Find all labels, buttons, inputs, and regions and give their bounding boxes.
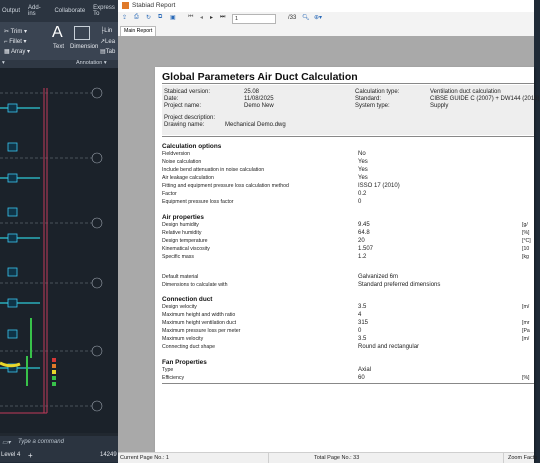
window-title: Stabiad Report xyxy=(132,2,176,9)
param-unit: [%] xyxy=(522,230,530,236)
current-page-status: Current Page No.: 1 xyxy=(120,455,169,461)
layout-tab-level4[interactable]: Level 4 xyxy=(1,452,21,458)
print-icon[interactable]: ⎙ xyxy=(134,14,139,20)
status-divider xyxy=(503,453,504,463)
page-number-input[interactable]: 1 xyxy=(232,14,276,24)
command-line[interactable] xyxy=(0,436,118,450)
param-value: 4 xyxy=(358,312,362,318)
param-value: 20 xyxy=(358,238,365,244)
report-viewer-window xyxy=(118,0,540,462)
text-button[interactable]: Text xyxy=(53,44,65,50)
param-unit: [10 xyxy=(522,246,530,252)
param-label: Design velocity xyxy=(162,304,197,310)
param-value: 0.2 xyxy=(358,191,367,197)
param-label: Maximum velocity xyxy=(162,336,204,342)
param-value: Galvanized 6m xyxy=(358,274,399,280)
linear-icon: ├ xyxy=(100,28,105,34)
param-label: Design humidity xyxy=(162,222,199,228)
prev-page-icon[interactable]: ◂ xyxy=(200,15,204,21)
ribbon-tab-output[interactable]: Output xyxy=(2,8,21,14)
report-toolbar xyxy=(118,12,534,26)
param-label: Include bend attenuation in noise calculation xyxy=(162,167,265,173)
header-label: Standard: xyxy=(355,96,382,102)
param-unit: [%] xyxy=(522,375,530,381)
cad-application xyxy=(0,0,118,462)
text-icon: A xyxy=(52,24,63,41)
param-label: Connecting duct shape xyxy=(162,344,216,350)
export-icon[interactable]: ⇪ xyxy=(122,15,128,21)
fillet-icon: ⌐ xyxy=(4,39,8,45)
header-label: Date: xyxy=(164,96,179,102)
header-value: CIBSE GUIDE C (2007) + DW144 (2016) xyxy=(430,96,540,102)
param-value: 64.8 xyxy=(358,230,370,236)
param-label: Relative humidity xyxy=(162,230,202,236)
ribbon-tab-express[interactable]: Express To xyxy=(93,5,115,17)
param-label: Design temperature xyxy=(162,238,208,244)
header-value: 11/08/2025 xyxy=(244,96,274,102)
section-title: Fan Properties xyxy=(162,359,207,366)
header-label: Stabicad version: xyxy=(164,89,211,95)
annotation-panel-label[interactable]: Annotation ▾ xyxy=(76,60,107,66)
leader-button[interactable]: ↗Lea xyxy=(100,39,116,45)
param-value: 0 xyxy=(358,199,362,205)
param-unit: [m/ xyxy=(522,336,530,342)
viewer-status-bar xyxy=(118,452,538,463)
drawing-name-label: Drawing name: xyxy=(164,122,205,128)
total-page-status: Total Page No.: 33 xyxy=(314,455,360,461)
param-label: Maximum pressure loss per meter xyxy=(162,328,241,334)
copy-icon[interactable]: ⧉ xyxy=(158,14,163,20)
header-label: System type: xyxy=(355,103,390,109)
param-value: Standard preferred dimensions xyxy=(358,282,441,288)
table-button[interactable]: ▤Tab xyxy=(100,49,116,55)
param-label: Dimensions to calculate with xyxy=(162,282,228,288)
coordinate-readout: 14249 xyxy=(100,452,117,458)
header-value: 25.08 xyxy=(244,89,260,95)
param-label: Equipment pressure loss factor xyxy=(162,199,234,205)
drawing-name-value: Mechanical Demo.dwg xyxy=(225,122,286,128)
param-label: Fitting and equipment pressure loss calculation method xyxy=(162,183,289,189)
ribbon-tab-addins[interactable]: Add-ins xyxy=(28,5,41,17)
param-value: 3.5 xyxy=(358,304,367,310)
param-label: Efficiency xyxy=(162,375,185,381)
array-button[interactable]: ▦ Array ▾ xyxy=(4,49,31,55)
cad-status-bar xyxy=(0,450,118,462)
report-title: Global Parameters Air Duct Calculation xyxy=(162,71,358,83)
param-unit: [Pa xyxy=(522,328,530,334)
table-icon: ▤ xyxy=(100,49,106,55)
param-unit: [g/ xyxy=(522,222,528,228)
param-value: No xyxy=(358,151,366,157)
status-divider xyxy=(268,453,269,463)
section-title: Air properties xyxy=(162,214,204,221)
ribbon-tab-collaborate[interactable]: Collaborate xyxy=(54,8,86,14)
param-label: Maximum height ventilation duct xyxy=(162,320,237,326)
app-icon xyxy=(122,2,129,9)
command-input[interactable]: Type a command xyxy=(18,439,64,445)
header-value: Supply xyxy=(430,103,449,109)
cad-drawing-canvas[interactable] xyxy=(0,68,118,433)
tab-main-report[interactable]: Main Report xyxy=(120,26,156,36)
param-value: Round and rectangular xyxy=(358,344,420,350)
cad-panel-labels xyxy=(0,60,118,68)
param-value: Yes xyxy=(358,175,368,181)
header-label: Project name: xyxy=(164,103,202,109)
param-unit: [m/ xyxy=(522,304,530,310)
param-unit: [mr xyxy=(522,320,530,326)
tab-strip xyxy=(118,26,534,36)
section-title: Calculation options xyxy=(162,143,222,150)
command-icon: ▭▾ xyxy=(2,440,11,446)
param-value: Yes xyxy=(358,167,368,173)
next-page-icon[interactable]: ▸ xyxy=(210,15,214,21)
header-value: Ventilation duct calculation xyxy=(430,89,501,95)
param-value: 60 xyxy=(358,375,365,381)
add-layout-icon[interactable]: + xyxy=(28,451,33,460)
param-label: Air leakage calculation xyxy=(162,175,214,181)
zoom-factor-status: Zoom Facto xyxy=(508,455,538,461)
dimension-button[interactable]: Dimension xyxy=(70,44,99,50)
first-page-icon[interactable]: ⏮ xyxy=(188,14,194,20)
param-value: 1.2 xyxy=(358,254,367,260)
search-icon[interactable]: 🔍︎ xyxy=(302,15,310,21)
refresh-icon[interactable]: ↻ xyxy=(146,15,152,21)
array-icon: ▦ xyxy=(4,49,10,55)
trim-icon: ✂ xyxy=(4,29,10,35)
param-value: 0 xyxy=(358,328,362,334)
param-unit: [°C] xyxy=(522,238,531,244)
param-unit: [kg xyxy=(522,254,529,260)
footer-divider xyxy=(162,383,534,384)
param-value: 1.507 xyxy=(358,246,374,252)
dimension-icon xyxy=(74,26,90,40)
project-description-label: Project description: xyxy=(164,115,216,121)
param-value: Axial xyxy=(358,367,372,373)
title-divider xyxy=(162,83,534,84)
report-page xyxy=(155,67,540,462)
param-label: Factor xyxy=(162,191,177,197)
modify-panel-arrow[interactable]: ▾ xyxy=(2,60,5,66)
zoom-icon[interactable]: ⊕▾ xyxy=(314,15,323,21)
header-value: Demo New xyxy=(244,103,274,109)
param-value: Yes xyxy=(358,159,368,165)
param-value: 9.45 xyxy=(358,222,370,228)
fillet-button[interactable]: ⌐ Fillet ▾ xyxy=(4,39,27,45)
param-label: Noise calculation xyxy=(162,159,202,165)
last-page-icon[interactable]: ⏭ xyxy=(220,14,226,20)
param-value: 3.5 xyxy=(358,336,367,342)
param-label: Fieldversion xyxy=(162,151,190,157)
linear-button[interactable]: ├Lin xyxy=(100,28,113,34)
header-divider xyxy=(162,136,534,137)
cad-ribbon-tabs xyxy=(0,0,120,22)
param-label: Maximum height and width ratio xyxy=(162,312,236,318)
param-value: 315 xyxy=(358,320,369,326)
header-label: Calculation type: xyxy=(355,89,400,95)
report-header-block xyxy=(162,85,540,135)
page-total: /33 xyxy=(288,15,297,21)
report-canvas[interactable] xyxy=(118,36,540,452)
param-label: Specific mass xyxy=(162,254,194,260)
section-title: Connection duct xyxy=(162,296,213,303)
param-label: Kinematical viscosity xyxy=(162,246,210,252)
leader-icon: ↗ xyxy=(100,39,106,45)
trim-button[interactable]: ✂ Trim ▾ xyxy=(4,29,28,35)
group-tree-icon[interactable]: ▣ xyxy=(170,15,176,21)
param-value: ISSO 17 (2010) xyxy=(358,183,400,189)
param-label: Default material xyxy=(162,274,199,280)
param-label: Type xyxy=(162,367,174,373)
